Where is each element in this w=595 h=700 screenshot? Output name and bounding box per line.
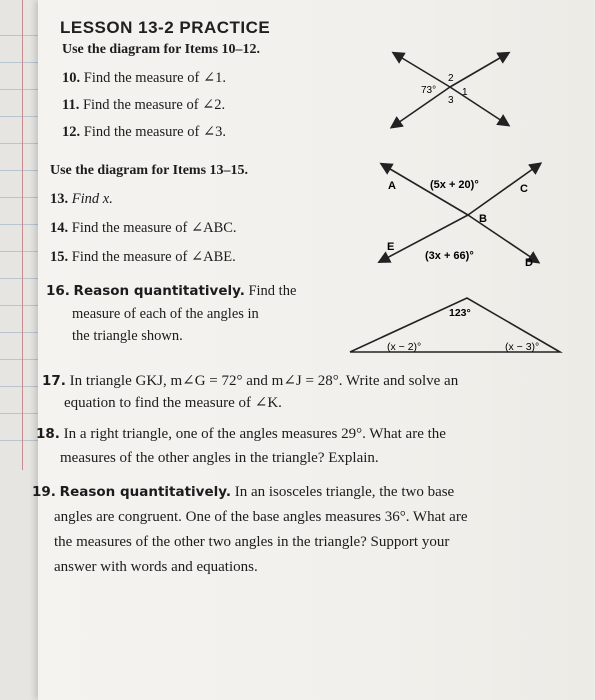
line-2a [450, 55, 505, 87]
section1-intro: Use the diagram for Items 10–12. [62, 42, 261, 57]
point-a-label: A [388, 180, 396, 192]
diagram-intersecting-lines [385, 45, 515, 135]
item-15: 15. Find the measure of ∠ABE. [50, 249, 236, 265]
expr-3x-66: (3x + 66)° [425, 250, 474, 262]
point-d-label: D [525, 257, 533, 268]
item-19-line1: 19. Reason quantitatively. In an isosceles triangle, the two base [32, 484, 455, 500]
item-19-line2: angles are congruent. One of the base angles measures 36°. What are [54, 509, 468, 525]
angle-73-label: 73° [421, 85, 437, 96]
angle-1-label: 1 [462, 87, 468, 98]
angle-x-minus-3-label: (x − 3)° [505, 341, 540, 353]
point-c-label: C [520, 183, 528, 195]
item-19-line4: answer with words and equations. [54, 559, 258, 575]
item-16-line2: measure of each of the angles in [72, 306, 259, 322]
item-16-line3: the triangle shown. [72, 328, 183, 344]
point-e-label: E [387, 241, 395, 253]
angle-x-minus-2-label: (x − 2)° [387, 341, 422, 353]
item-19-line3: the measures of the other two angles in the triangle? Support your [54, 534, 450, 550]
item-17-line1: 17. In triangle GKJ, m∠G = 72° and m∠J = 28°. Write and solve an [42, 373, 459, 389]
angle-2-label: 2 [448, 73, 454, 84]
diagram-triangle [345, 290, 570, 360]
item-18-line2: measures of the other angles in the triangle? Explain. [60, 450, 379, 466]
item-17-line2: equation to find the measure of ∠K. [64, 395, 282, 411]
diagram-angles-abc [375, 158, 550, 268]
item-14: 14. Find the measure of ∠ABC. [50, 220, 237, 236]
point-b-label: B [479, 213, 487, 225]
angle-123-label: 123° [449, 307, 471, 319]
item-18-line1: 18. In a right triangle, one of the angles measures 29°. What are the [36, 426, 446, 442]
item-11: 11. Find the measure of ∠2. [62, 97, 226, 113]
angle-3-label: 3 [448, 95, 454, 106]
line-1a [397, 55, 450, 87]
line-1b [450, 87, 505, 123]
item-16-line1: 16. Reason quantitatively. Find the [46, 283, 297, 299]
section2-intro: Use the diagram for Items 13–15. [50, 163, 249, 178]
expr-5x-20: (5x + 20)° [430, 179, 479, 191]
item-10: 10. Find the measure of ∠1. [62, 70, 226, 86]
item-13: 13. Find x. [50, 191, 113, 207]
item-12: 12. Find the measure of ∠3. [62, 124, 226, 140]
lesson-title: LESSON 13-2 PRACTICE [60, 18, 271, 37]
